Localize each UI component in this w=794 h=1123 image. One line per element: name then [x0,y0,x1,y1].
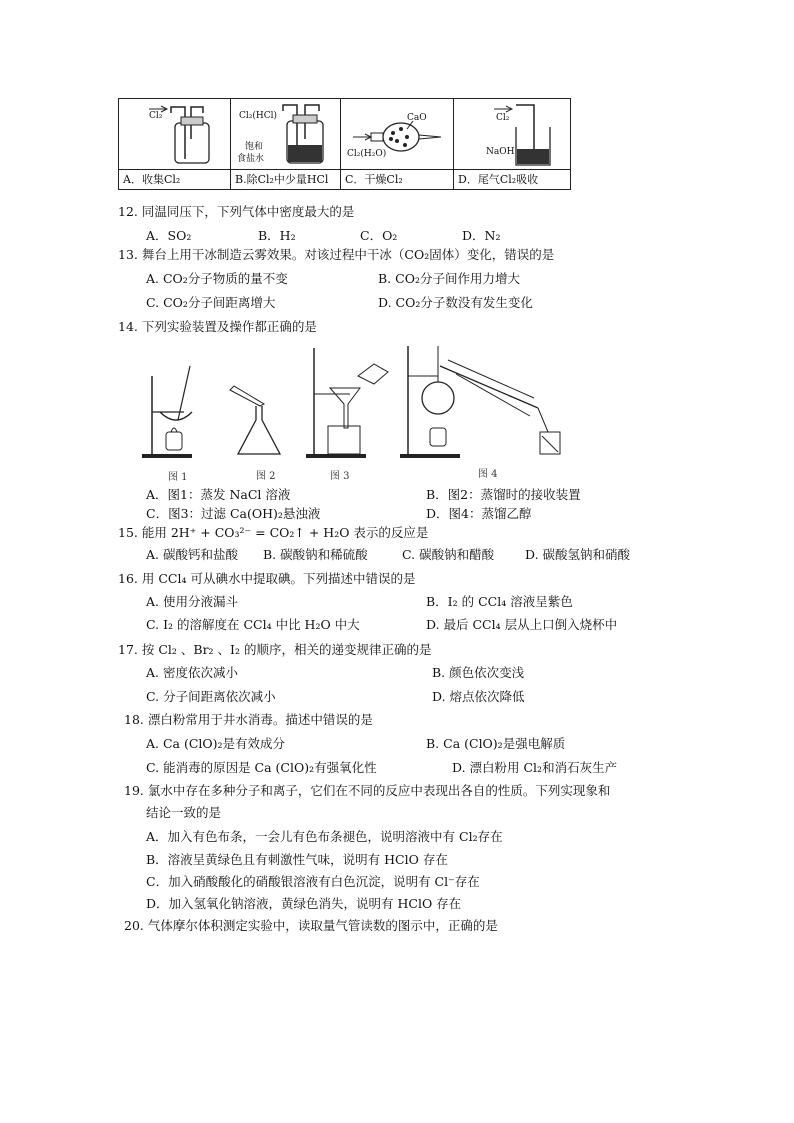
cell-c-caption: C．干燥Cl₂ [345,173,403,186]
question-stem: 同温同压下，下列气体中密度最大的是 [141,204,355,219]
q16-option-c: C. I₂ 的溶解度在 CCl₄ 中比 H₂O 中大 [146,617,360,632]
q15-option-d: D. 碳酸氢钠和硝酸 [525,547,631,562]
q17-option-c: C. 分子间距离依次减小 [146,689,276,704]
figure-3-label: 图 3 [330,471,350,482]
cell-a-gas-label: Cl₂ [149,111,163,121]
question-number: 14. [118,319,138,334]
figure-4-label: 图 4 [478,469,498,480]
question-number: 18. [124,712,144,727]
question-12 [118,203,354,221]
q18-option-c: C. 能消毒的原因是 Ca (ClO)₂有强氧化性 [146,760,377,775]
drying-tube-drawing [341,99,454,169]
figure-1-evaporation [142,366,192,458]
cell-d-gas-label: Cl₂ [496,113,510,123]
q14-option-c: C．图3：过滤 Ca(OH)₂悬浊液 [146,506,321,521]
cell-a-caption: A．收集Cl₂ [123,173,181,186]
apparatus-cell-b [231,99,341,189]
apparatus-table [118,98,571,190]
q12-option-a: A．SO₂ [146,228,192,243]
apparatus-cell-c [341,99,454,189]
question-number: 20. [124,918,144,933]
q13-option-c: C. CO₂分子间距离增大 [146,295,276,310]
q14-option-b: B．图2：蒸馏时的接收装置 [426,487,581,502]
question-19-stem-continued: 结论一致的是 [146,805,222,820]
cell-c-gas-label: Cl₂(H₂O) [347,149,387,159]
q19-option-d: D．加入氢氧化钠溶液，黄绿色消失，说明有 HClO 存在 [146,896,462,911]
question-18 [124,711,373,729]
figure-1-label: 图 1 [168,472,188,483]
q15-option-b: B. 碳酸钠和稀硫酸 [263,547,368,562]
question-19 [124,782,610,800]
q17-option-d: D. 熔点依次降低 [432,689,525,704]
question-number: 16. [118,571,138,586]
q16-option-d: D. 最后 CCl₄ 层从上口倒入烧杯中 [426,617,618,632]
figure-2-receiver [230,386,280,454]
question-number: 19. [124,783,144,798]
cell-d-naoh-label: NaOH [486,147,515,157]
gas-bottle-b-drawing [231,99,341,169]
question-number: 17. [118,642,138,657]
question-stem: 气体摩尔体积测定实验中，读取量气管读数的图示中，正确的是 [147,918,498,933]
q12-option-d: D．N₂ [462,228,501,243]
q13-option-b: B. CO₂分子间作用力增大 [378,271,520,286]
question-stem: 按 Cl₂ 、Br₂ 、I₂ 的顺序，相关的递变规律正确的是 [141,642,432,657]
q19-option-b: B．溶液呈黄绿色且有刺激性气味，说明有 HClO 存在 [146,852,448,867]
gas-bottle-a-drawing [119,99,231,169]
question-14 [118,318,317,336]
question-stem: 用 CCl₄ 可从碘水中提取碘。下列描述中错误的是 [141,571,416,586]
question-number: 13. [118,247,138,262]
q17-option-b: B. 颜色依次变浅 [432,665,525,680]
q13-option-a: A. CO₂分子物质的量不变 [146,271,288,286]
beaker-d-drawing [454,99,570,169]
q19-option-a: A．加入有色布条，一会儿有色布条褪色，说明溶液中有 Cl₂存在 [146,829,503,844]
q16-option-b: B．I₂ 的 CCl₄ 溶液呈紫色 [426,594,573,609]
apparatus-cell-d [454,99,570,189]
q14-option-d: D．图4：蒸馏乙醇 [426,506,532,521]
question-stem: 漂白粉常用于井水消毒。描述中错误的是 [147,712,373,727]
figure-3-filtration [306,348,388,458]
cell-b-sublabel-1: 饱和 [245,142,264,152]
question-16 [118,570,415,588]
q18-option-b: B. Ca (ClO)₂是强电解质 [426,736,566,751]
q17-option-a: A. 密度依次减小 [146,665,238,680]
question-15 [118,524,428,542]
q18-option-a: A. Ca (ClO)₂是有效成分 [146,736,286,751]
question-stem: 能用 2H⁺ + CO₃²⁻ = CO₂↑ + H₂O 表示的反应是 [141,525,429,540]
q15-option-c: C. 碳酸钠和醋酸 [402,547,495,562]
q14-option-a: A．图1：蒸发 NaCl 溶液 [146,487,291,502]
q15-option-a: A. 碳酸钙和盐酸 [146,547,238,562]
question-number: 12. [118,204,138,219]
q16-option-a: A. 使用分液漏斗 [146,594,238,609]
cell-c-cao-label: CaO [407,113,427,123]
question-17 [118,641,431,659]
question-stem: 氯水中存在多种分子和离子，它们在不同的反应中表现出各自的性质。下列实现象和 [147,783,611,798]
figure-4-distillation [400,346,560,458]
cell-b-gas-label: Cl₂(HCl) [239,111,278,121]
q13-option-d: D. CO₂分子数没有发生变化 [378,295,533,310]
cell-b-sublabel-2: 食盐水 [237,154,265,164]
question-20 [124,917,498,935]
figure-2-label: 图 2 [256,471,276,482]
q14-figures [138,336,608,466]
question-stem: 舞台上用干冰制造云雾效果。对该过程中干冰（CO₂固体）变化，错误的是 [141,247,555,262]
q19-option-c: C．加入硝酸酸化的硝酸银溶液有白色沉淀，说明有 Cl⁻存在 [146,874,480,889]
apparatus-cell-a [119,99,231,189]
question-13 [118,246,554,264]
question-stem: 下列实验装置及操作都正确的是 [141,319,317,334]
q12-option-b: B．H₂ [258,228,296,243]
q18-option-d: D. 漂白粉用 Cl₂和消石灰生产 [452,760,618,775]
cell-b-caption: B.除Cl₂中少量HCl [235,173,329,186]
question-number: 15. [118,525,138,540]
cell-d-caption: D．尾气Cl₂吸收 [458,173,539,186]
q12-option-c: C．O₂ [360,228,398,243]
